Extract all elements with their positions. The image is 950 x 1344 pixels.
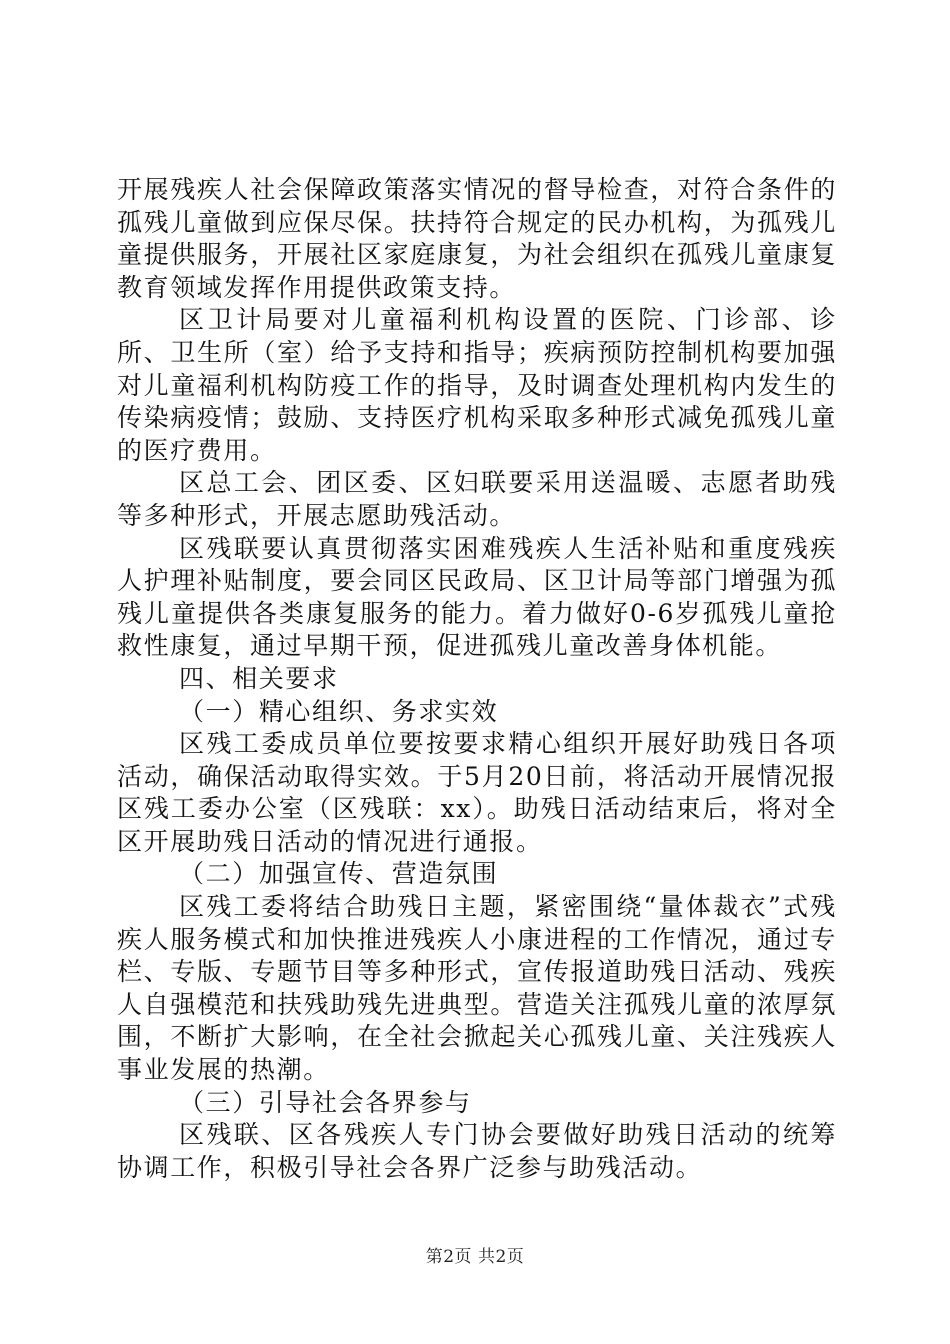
paragraph-health-bureau: 区卫计局要对儿童福利机构设置的医院、门诊部、诊所、卫生所（室）给予支持和指导；疾病预防控制机构要加强对儿童福利机构防疫工作的指导，及时调查处理机构内发生的传染病疫情；鼓励、支持医疗机构采取多种形式减免孤残儿童的医疗费用。 — [117, 305, 837, 465]
paragraph-volunteer: 区总工会、团区委、区妇联要采用送温暖、志愿者助残等多种形式，开展志愿助残活动。 — [117, 468, 837, 530]
subheading-organization: （一）精心组织、务求实效 — [179, 696, 499, 726]
subheading-publicity: （二）加强宣传、营造氛围 — [179, 859, 499, 889]
paragraph-disabled-federation: 区残联要认真贯彻落实困难残疾人生活补贴和重度残疾人护理补贴制度，要会同区民政局、区卫计局等部门增强为孤残儿童提供各类康复服务的能力。着力做好0-6岁孤残儿童抢救性康复，通过早期干预，促进孤残儿童改善身体机能。 — [117, 533, 837, 661]
paragraph-participation: 区残联、区各残疾人专门协会要做好助残日活动的统筹协调工作，积极引导社会各界广泛参与助残活动。 — [117, 1120, 837, 1182]
section-heading-requirements: 四、相关要求 — [179, 663, 339, 693]
paragraph-publicity: 区残工委将结合助残日主题，紧密围绕“量体裁衣”式残疾人服务模式和加快推进残疾人小康进程的工作情况，通过专栏、专版、专题节目等多种形式，宣传报道助残日活动、残疾人自强模范和扶残助残先进典型。营造关注孤残儿童的浓厚氛围，不断扩大影响，在全社会掀起关心孤残儿童、关注残疾人事业发展的热潮。 — [117, 892, 837, 1085]
subheading-participation: （三）引导社会各界参与 — [179, 1087, 472, 1117]
page-number-footer: 第2页 共2页 — [425, 1247, 525, 1267]
paragraph-organization: 区残工委成员单位要按要求精心组织开展好助残日各项活动，确保活动取得实效。于5月20日前，将活动开展情况报区残工委办公室（区残联：xx）。助残日活动结束后，将对全区开展助残日活动的情况进行通报。 — [117, 729, 837, 856]
document-body — [117, 174, 837, 1184]
paragraph-social-security: 开展残疾人社会保障政策落实情况的督导检查，对符合条件的孤残儿童做到应保尽保。扶持符合规定的民办机构，为孤残儿童提供服务，开展社区家庭康复，为社会组织在孤残儿童康复教育领域发挥作用提供政策支持。 — [117, 175, 837, 302]
